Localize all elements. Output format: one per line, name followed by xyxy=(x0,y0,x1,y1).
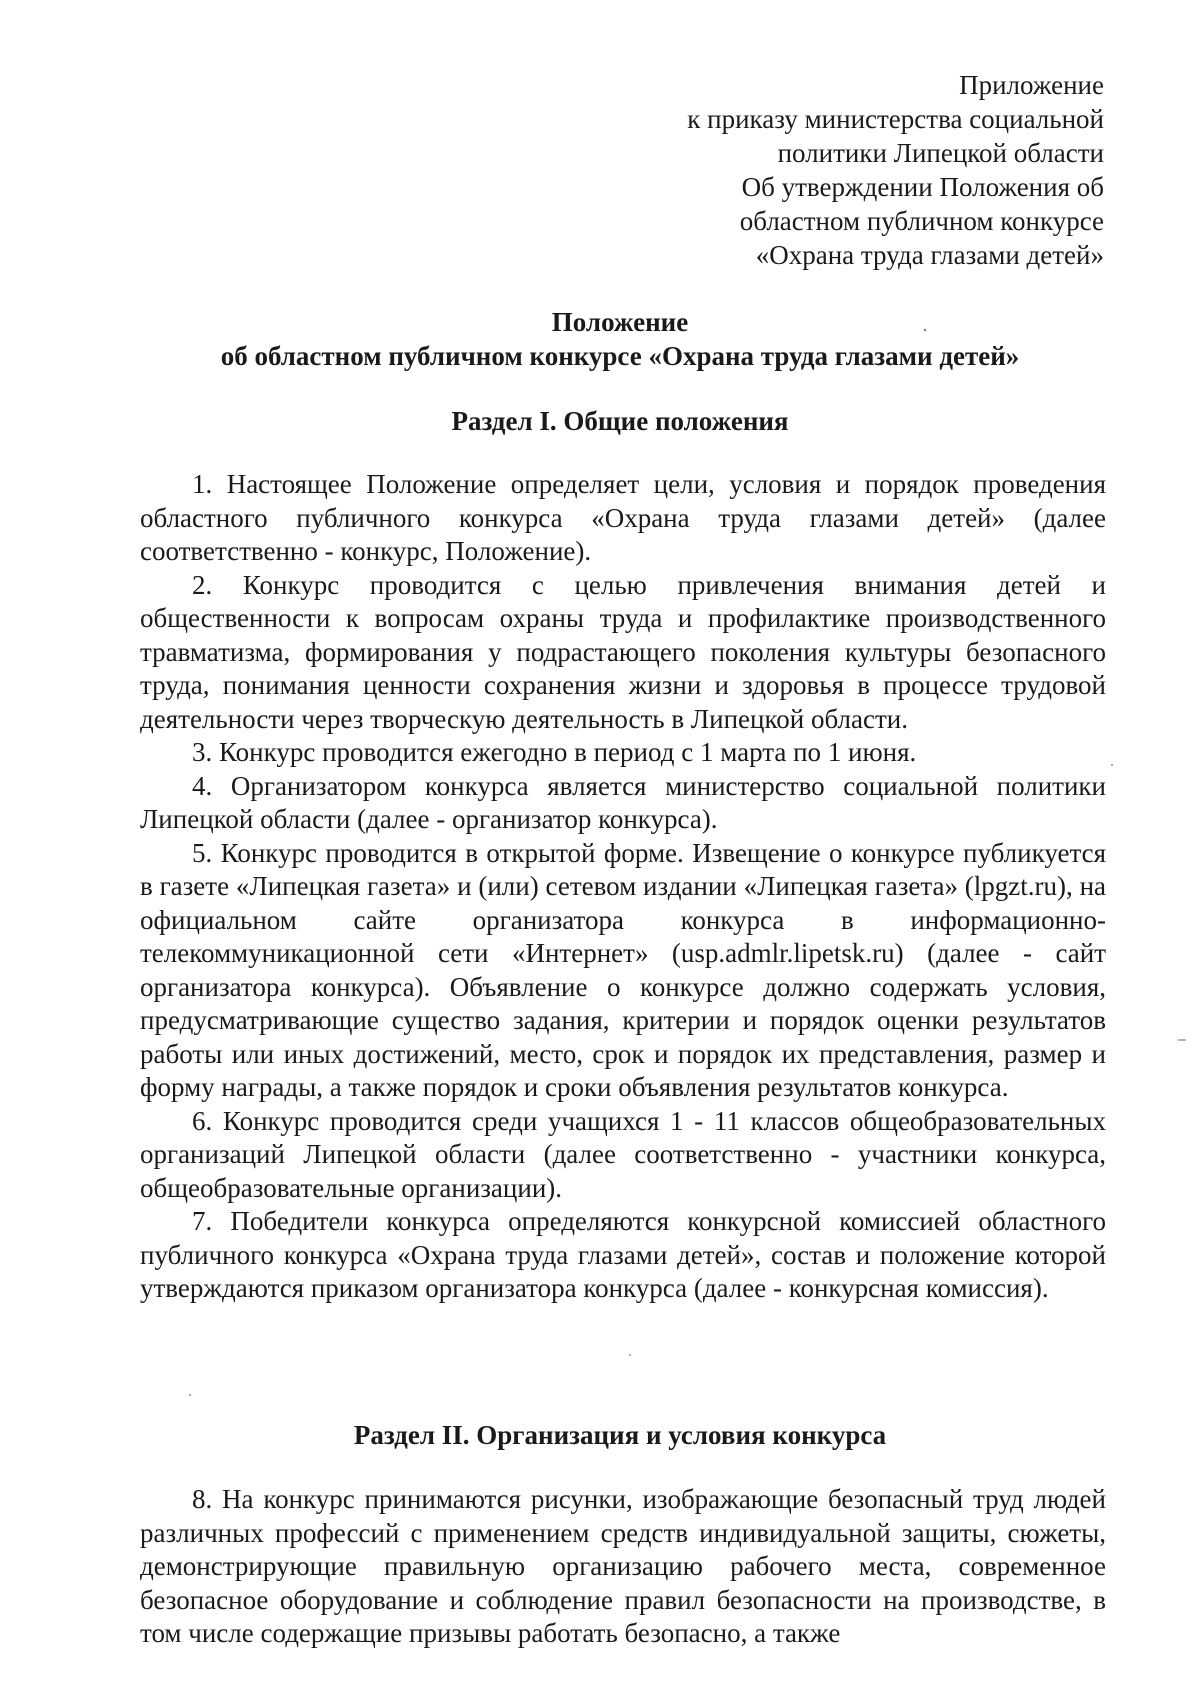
section-1-heading: Раздел I. Общие положения xyxy=(451,406,789,436)
paragraph-4: 4. Организатором конкурса является министерство социальной политики Липецкой области (далее - организатор конкурса). xyxy=(140,770,1106,834)
scan-speck xyxy=(189,1394,191,1396)
paragraph-3: 3. Конкурс проводится ежегодно в период с 1 марта по 1 июня. xyxy=(192,737,917,767)
appendix-line: политики Липецкой области xyxy=(777,138,1104,168)
section-2-body xyxy=(140,1483,1106,1651)
paragraph-7: 7. Победители конкурса определяются конкурсной комиссией областного публичного конкурса «Охрана труда глазами детей», состав и положение которой утверждаются приказом организатора конкурса (далее - конкурсная комиссия). xyxy=(140,1206,1106,1303)
appendix-line: Приложение xyxy=(959,70,1104,100)
appendix-header xyxy=(544,68,1104,272)
section-1-body xyxy=(140,468,1106,1306)
scan-speck xyxy=(629,1354,631,1356)
scan-speck xyxy=(1111,764,1113,766)
appendix-line: к приказу министерства социальной xyxy=(687,104,1104,134)
title-line-2: об областном публичном конкурсе «Охрана труда глазами детей» xyxy=(220,341,1020,371)
title-line-1: Положение xyxy=(551,307,689,337)
paragraph-6: 6. Конкурс проводится среди учащихся 1 - 11 классов общеобразовательных организаций Липецкой области (далее соответственно - участники конкурса, общеобразовательные организации). xyxy=(140,1105,1106,1203)
paragraph-8: 8. На конкурс принимаются рисунки, изображающие безопасный труд людей различных профессий с применением средств индивидуальной защиты, сюжеты, демонстрирующие правильную организацию рабочего места, современное безопасное оборудование и соблюдение правил безопасности на производстве, в том числе содержащие призывы работать безопасно, а также xyxy=(140,1484,1106,1648)
paragraph-5: 5. Конкурс проводится в открытой форме. Извещение о конкурсе публикуется в газете «Липецкая газета» и (или) сетевом издании «Липецкая газета» (lpgzt.ru), на официальном сайте организатора конкурса в информационно-телекоммуникационной сети «Интернет» (usp.admlr.lipetsk.ru) (далее - сайт организатора конкурса). Объявление о конкурсе должно содержать условия, предусматривающие существо задания, критерии и порядок оценки результатов работы или иных достижений, место, срок и порядок их представления, размер и форму награды, а также порядок и сроки объявления результатов конкурса. xyxy=(140,837,1106,1102)
paragraph-1: 1. Настоящее Положение определяет цели, условия и порядок проведения областного публичного конкурса «Охрана труда глазами детей» (далее соответственно - конкурс, Положение). xyxy=(140,469,1106,566)
section-2-heading: Раздел II. Организация и условия конкурса xyxy=(353,1420,887,1450)
appendix-line: областном публичном конкурсе xyxy=(739,206,1104,236)
appendix-line: Об утверждении Положения об xyxy=(741,172,1104,202)
document-title xyxy=(140,305,1100,373)
appendix-line: «Охрана труда глазами детей» xyxy=(755,240,1104,270)
paragraph-2: 2. Конкурс проводится с целью привлечения внимания детей и общественности к вопросам охраны труда и профилактике производственного травматизма, формирования у подрастающего поколения культуры безопасного труда, понимания ценности сохранения жизни и здоровья в процессе трудовой деятельности через творческую деятельность в Липецкой области. xyxy=(140,569,1106,734)
